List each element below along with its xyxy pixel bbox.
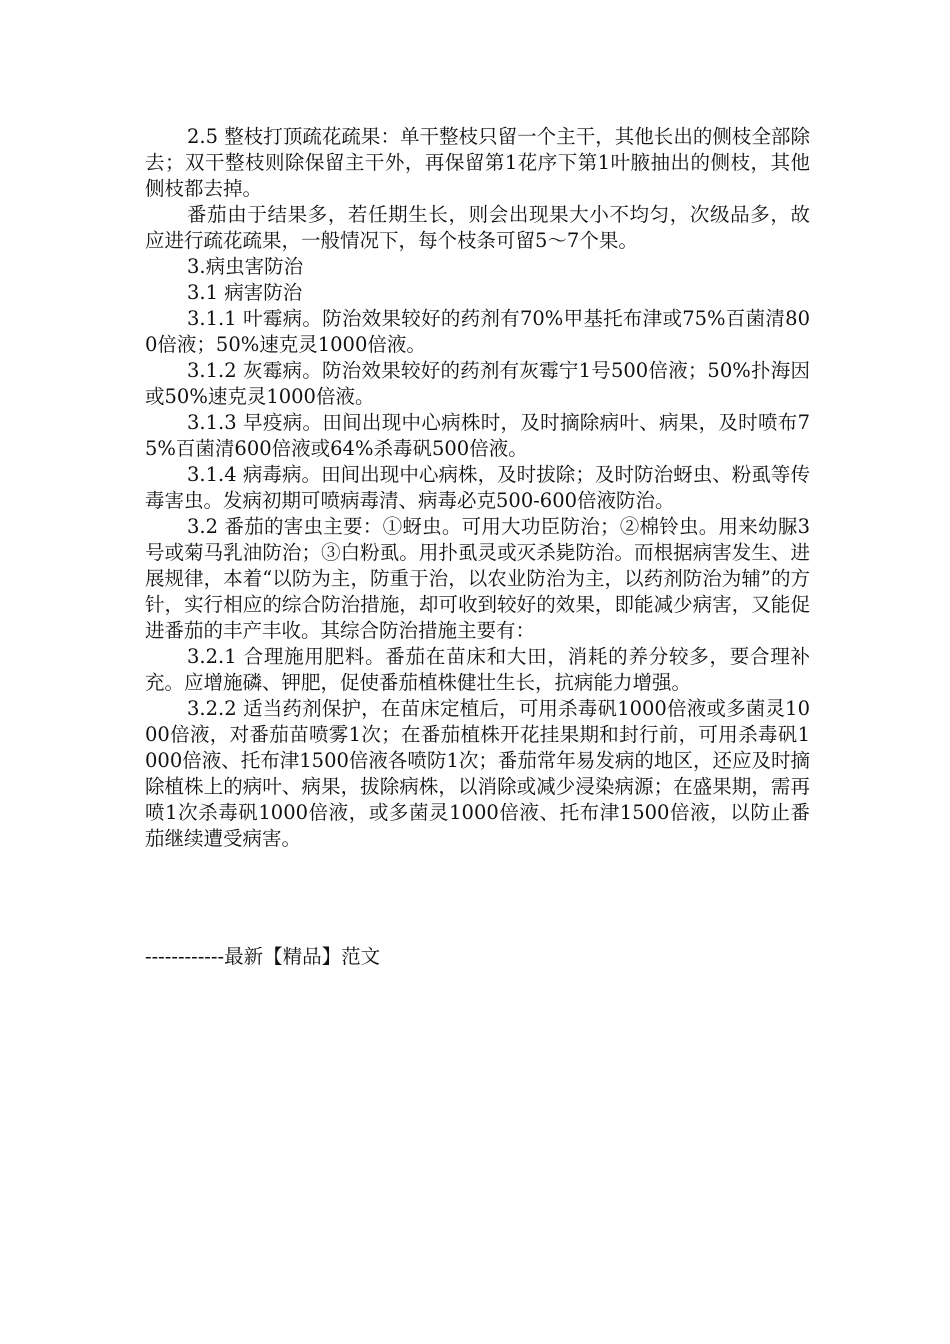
footer-text: ------------最新【精品】范文 (145, 945, 381, 968)
paragraph-chemical-protection: 3.2.2 适当药剂保护，在苗床定植后，可用杀毒矾1000倍液或多菌灵1000倍液，对番茄苗喷雾1次；在番茄植株开花挂果期和封行前，可用杀毒矾1000倍液、托布津1500倍液各喷防1次；番茄常年易发病的地区，还应及时摘除植株上的病叶、病果，拔除病株，以消除或减少浸染病源；在盛果期，需再喷1次杀毒矾1000倍液，或多菌灵1000倍液、托布津1500倍液，以防止番茄继续遭受病害。 (145, 697, 810, 850)
document-body (145, 124, 810, 852)
paragraph-gray-mold: 3.1.2 灰霉病。防治效果较好的药剂有灰霉宁1号500倍液；50%扑海因或50%速克灵1000倍液。 (145, 359, 810, 408)
paragraph-leaf-mold: 3.1.1 叶霉病。防治效果较好的药剂有70%甲基托布津或75%百菌清800倍液；50%速克灵1000倍液。 (145, 307, 810, 356)
heading-disease-control: 3.1 病害防治 (187, 281, 303, 304)
paragraph-fertilizer: 3.2.1 合理施用肥料。番茄在苗床和大田，消耗的养分较多，要合理补充。应增施磷、钾肥，促使番茄植株健壮生长，抗病能力增强。 (145, 645, 810, 694)
paragraph-thinning: 番茄由于结果多，若任期生长，则会出现果大小不均匀，次级品多，故应进行疏花疏果，一般情况下，每个枝条可留5～7个果。 (145, 203, 810, 252)
paragraph-pests: 3.2 番茄的害虫主要：①蚜虫。可用大功臣防治；②棉铃虫。用来幼脲3号或菊马乳油防治；③白粉虱。用扑虱灵或灭杀毙防治。而根据病害发生、进展规律，本着“以防为主，防重于治，以农业防治为主，以药剂防治为辅”的方针，实行相应的综合防治措施，却可收到较好的效果，即能减少病害，又能促进番茄的丰产丰收。其综合防治措施主要有： (145, 515, 810, 642)
paragraph-early-blight: 3.1.3 早疫病。田间出现中心病株时，及时摘除病叶、病果，及时喷布75%百菌清600倍液或64%杀毒矾500倍液。 (145, 411, 810, 460)
paragraph-virus-disease: 3.1.4 病毒病。田间出现中心病株，及时拔除；及时防治蚜虫、粉虱等传毒害虫。发病初期可喷病毒清、病毒必克500-600倍液防治。 (145, 463, 810, 512)
heading-pest-control: 3.病虫害防治 (187, 255, 304, 278)
paragraph-pruning: 2.5 整枝打顶疏花疏果：单干整枝只留一个主干，其他长出的侧枝全部除去；双干整枝则除保留主干外，再保留第1花序下第1叶腋抽出的侧枝，其他侧枝都去掉。 (145, 125, 810, 200)
